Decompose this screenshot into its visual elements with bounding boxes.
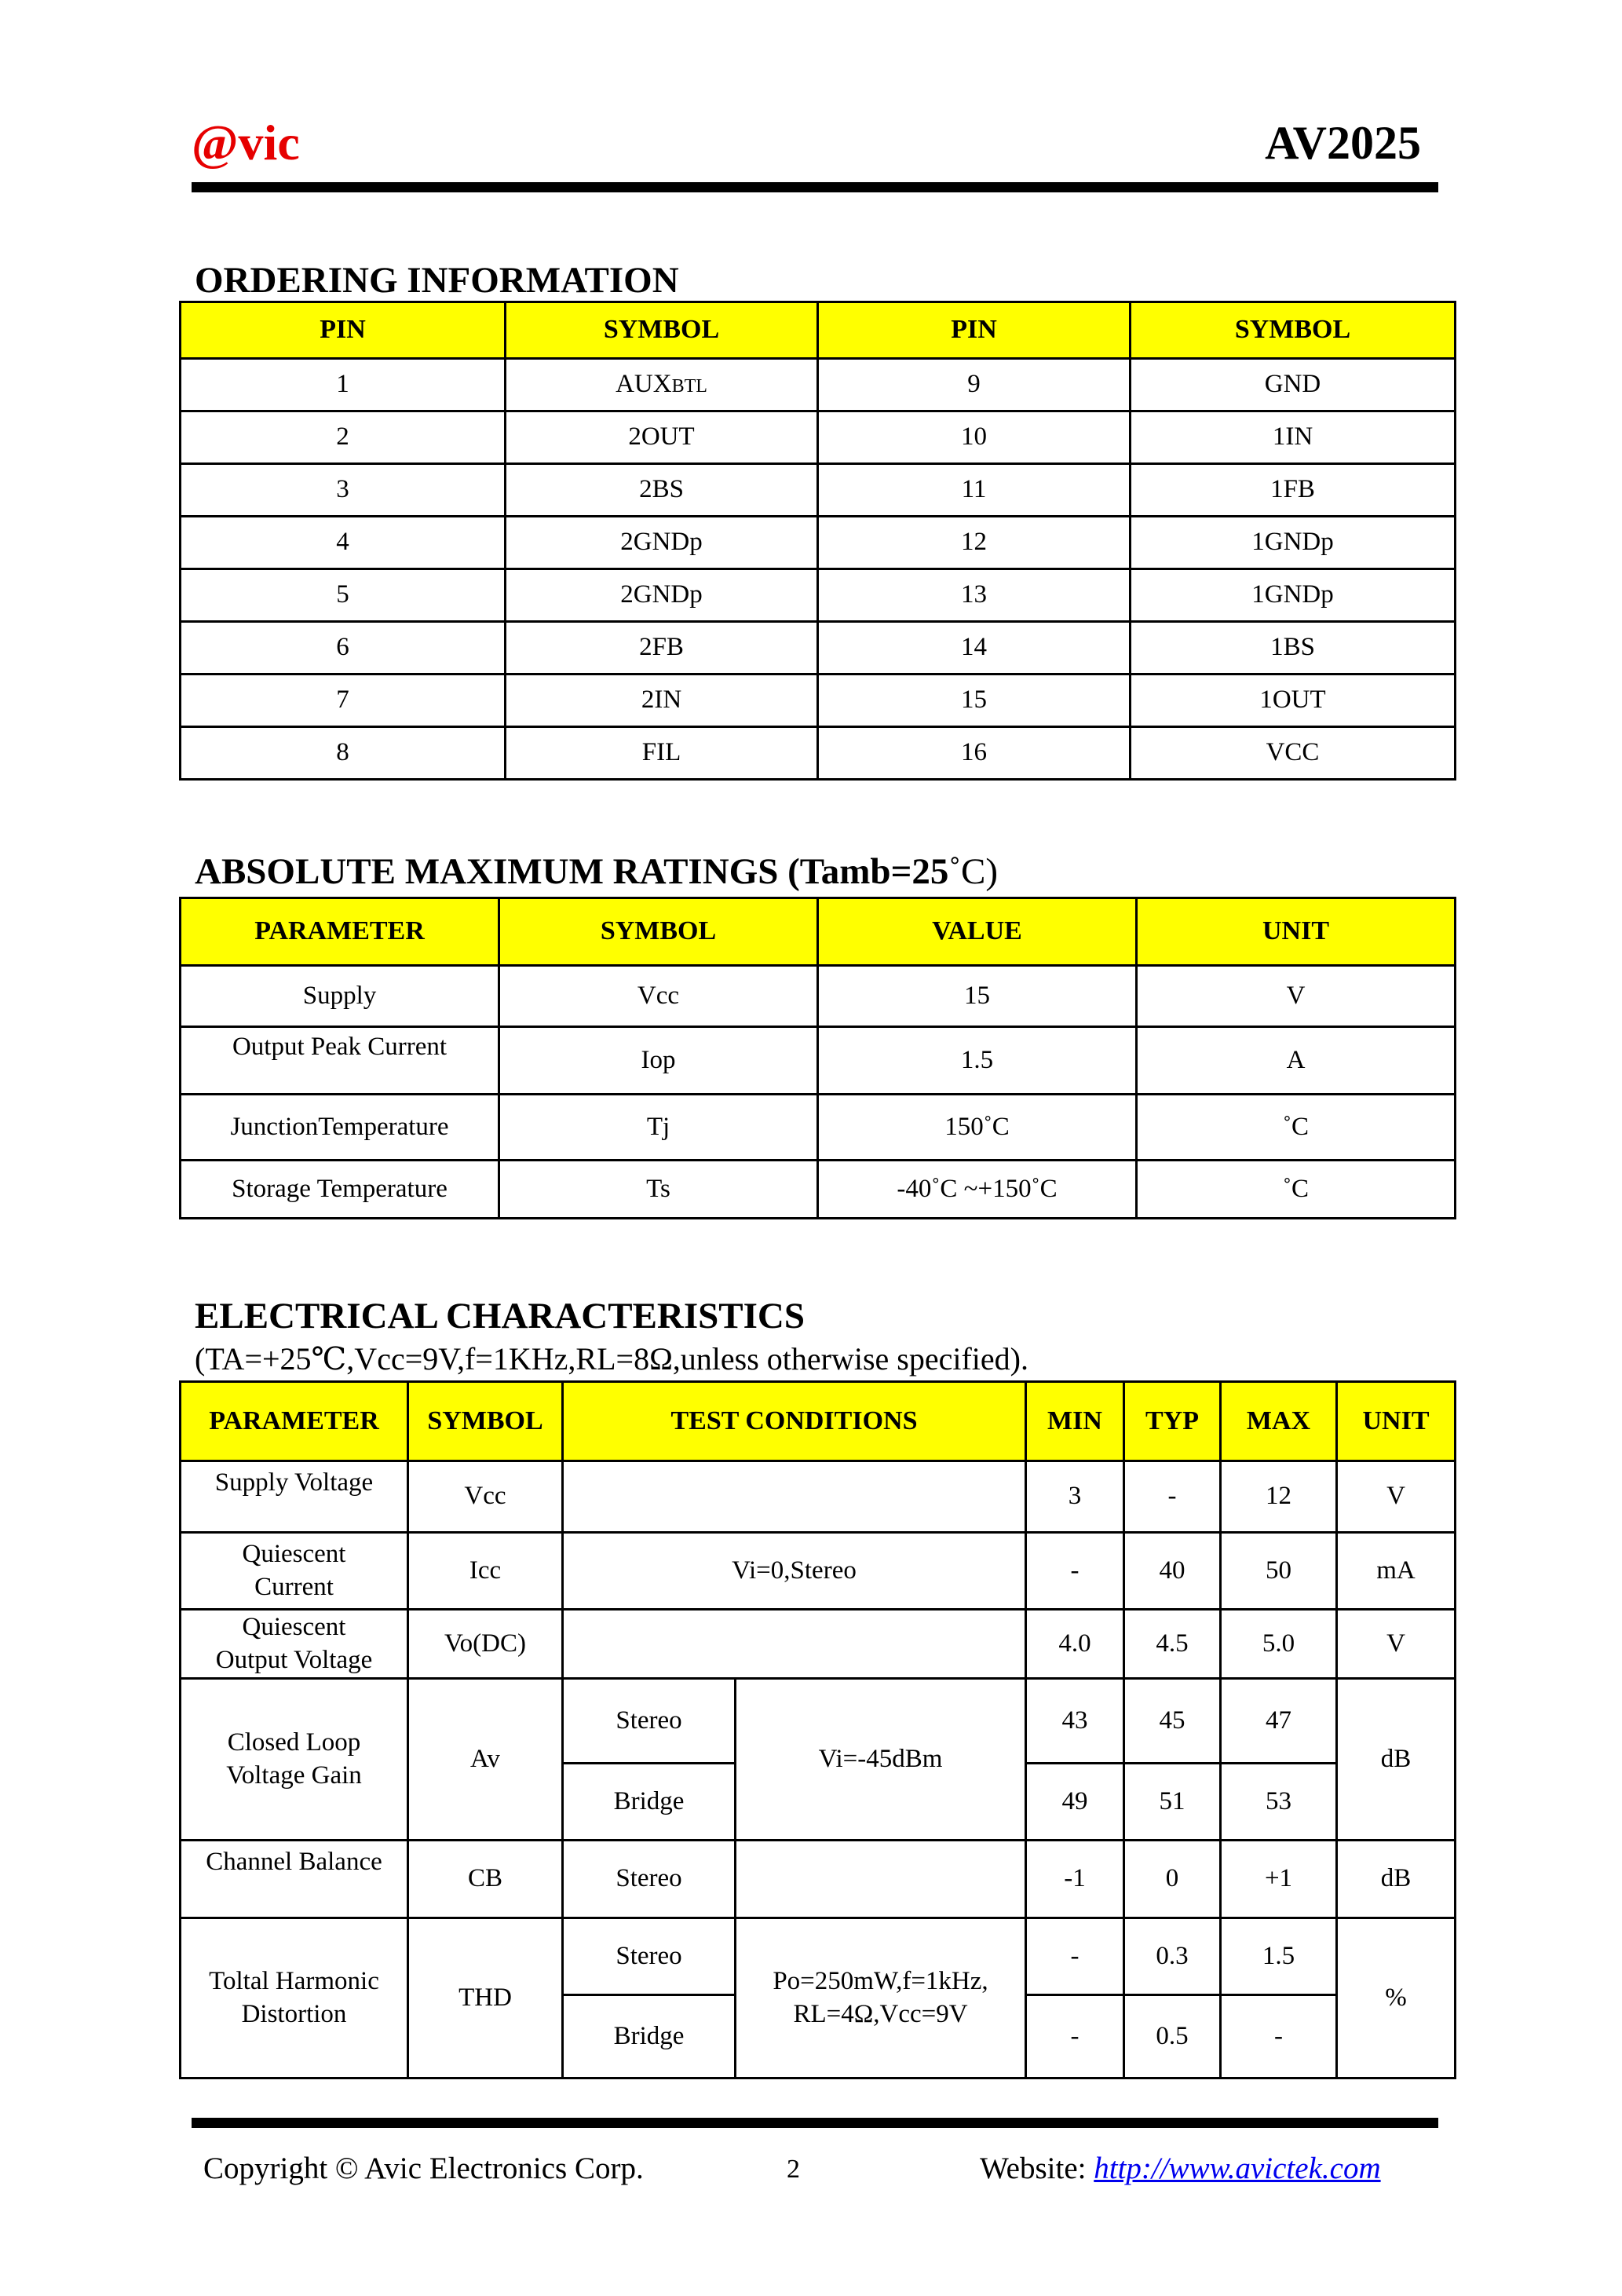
table-cell: dB xyxy=(1337,1679,1456,1841)
table-cell: Vcc xyxy=(499,966,818,1027)
table-cell: ˚C xyxy=(1137,1161,1456,1219)
param-line: Quiescent xyxy=(242,1613,346,1642)
table-cell: 1IN xyxy=(1131,411,1456,464)
table-cell: 40 xyxy=(1124,1533,1221,1610)
table-cell: 6 xyxy=(181,622,506,675)
table-row xyxy=(181,727,1456,780)
website-link[interactable]: http://www.avictek.com xyxy=(1094,2152,1381,2185)
table-cell xyxy=(563,1461,1026,1533)
table-row xyxy=(181,1095,1456,1161)
table-row xyxy=(181,569,1456,622)
table-row xyxy=(181,1533,1456,1610)
table-cell: 1FB xyxy=(1131,464,1456,517)
table-cell: 3 xyxy=(181,464,506,517)
abs-max-title-unit: ˚C) xyxy=(948,851,999,892)
param-line: Voltage Gain xyxy=(226,1760,362,1790)
table-cell: Supply Voltage xyxy=(181,1461,408,1533)
col-header-parameter: PARAMETER xyxy=(181,1382,408,1461)
table-cell: Vo(DC) xyxy=(408,1610,563,1679)
table-cell: 15 xyxy=(818,675,1131,727)
table-cell xyxy=(736,1841,1026,1918)
table-cell xyxy=(736,1918,1026,2078)
table-cell: Bridge xyxy=(563,1995,736,2078)
website xyxy=(980,2153,1381,2184)
param-line: Current xyxy=(254,1572,334,1601)
page-number: 2 xyxy=(787,2155,800,2184)
electrical-characteristics-title: ELECTRICAL CHARACTERISTICS xyxy=(195,1296,806,1336)
table-cell: 12 xyxy=(1221,1461,1337,1533)
col-header-min: MIN xyxy=(1026,1382,1124,1461)
table-cell: 10 xyxy=(818,411,1131,464)
condition-line: Po=250mW,f=1kHz, xyxy=(773,1967,988,1996)
table-cell: 1GNDp xyxy=(1131,569,1456,622)
table-cell: V xyxy=(1337,1461,1456,1533)
table-cell: 53 xyxy=(1221,1764,1337,1841)
table-cell: Vi=-45dBm xyxy=(736,1679,1026,1841)
table-cell: 5.0 xyxy=(1221,1610,1337,1679)
table-cell: dB xyxy=(1337,1841,1456,1918)
table-cell: V xyxy=(1337,1610,1456,1679)
param-line: Distortion xyxy=(241,1999,347,2028)
param-line: Quiescent xyxy=(242,1540,346,1569)
table-cell: mA xyxy=(1337,1533,1456,1610)
col-header-symbol: SYMBOL xyxy=(499,898,818,966)
table-row xyxy=(181,1161,1456,1219)
table-cell: ˚C xyxy=(1137,1095,1456,1161)
table-cell: Ts xyxy=(499,1161,818,1219)
table-cell: V xyxy=(1137,966,1456,1027)
table-row xyxy=(181,1841,1456,1918)
table-cell: 4 xyxy=(181,517,506,569)
table-cell: 1BS xyxy=(1131,622,1456,675)
company-logo: @vic xyxy=(192,115,300,170)
electrical-characteristics-subtitle: (TA=+25℃,Vcc=9V,f=1KHz,RL=8Ω,unless otherwise specified). xyxy=(195,1341,1028,1377)
table-cell: 1.5 xyxy=(818,1027,1137,1095)
table-cell: - xyxy=(1124,1461,1221,1533)
table-cell: 45 xyxy=(1124,1679,1221,1764)
col-header-typ: TYP xyxy=(1124,1382,1221,1461)
table-row xyxy=(181,675,1456,727)
table-cell: - xyxy=(1026,1533,1124,1610)
table-cell: GND xyxy=(1131,359,1456,411)
col-header-symbol: SYMBOL xyxy=(506,302,818,359)
table-cell: 1.5 xyxy=(1221,1918,1337,1995)
table-row xyxy=(181,966,1456,1027)
col-header-value: VALUE xyxy=(818,898,1137,966)
table-cell: 16 xyxy=(818,727,1131,780)
table-header-row xyxy=(181,1382,1456,1461)
table-cell: 4.0 xyxy=(1026,1610,1124,1679)
table-cell: % xyxy=(1337,1918,1456,2078)
col-header-parameter: PARAMETER xyxy=(181,898,499,966)
table-cell: 2OUT xyxy=(506,411,818,464)
website-label: Website: xyxy=(980,2152,1094,2185)
table-cell: 0 xyxy=(1124,1841,1221,1918)
table-cell xyxy=(181,1533,408,1610)
table-cell: +1 xyxy=(1221,1841,1337,1918)
footer-rule xyxy=(192,2118,1438,2128)
table-row xyxy=(181,1610,1456,1679)
col-header-test-conditions: TEST CONDITIONS xyxy=(563,1382,1026,1461)
table-cell: 1GNDp xyxy=(1131,517,1456,569)
col-header-symbol: SYMBOL xyxy=(1131,302,1456,359)
table-cell: Icc xyxy=(408,1533,563,1610)
table-cell: 2BS xyxy=(506,464,818,517)
table-cell: 50 xyxy=(1221,1533,1337,1610)
ordering-info-table xyxy=(179,301,1456,781)
table-cell: 3 xyxy=(1026,1461,1124,1533)
table-cell: Av xyxy=(408,1679,563,1841)
table-cell xyxy=(563,1610,1026,1679)
table-cell: 49 xyxy=(1026,1764,1124,1841)
document-id: AV2025 xyxy=(1265,117,1421,169)
table-cell: 11 xyxy=(818,464,1131,517)
table-row xyxy=(181,411,1456,464)
table-row xyxy=(181,359,1456,411)
table-cell: 51 xyxy=(1124,1764,1221,1841)
table-cell: 1OUT xyxy=(1131,675,1456,727)
table-cell: Storage Temperature xyxy=(181,1161,499,1219)
table-cell: Stereo xyxy=(563,1679,736,1764)
table-cell: 0.5 xyxy=(1124,1995,1221,2078)
table-cell: FIL xyxy=(506,727,818,780)
table-cell: A xyxy=(1137,1027,1456,1095)
param-line: Output Voltage xyxy=(215,1645,373,1674)
table-row xyxy=(181,517,1456,569)
table-cell: 150˚C xyxy=(818,1095,1137,1161)
table-cell: Bridge xyxy=(563,1764,736,1841)
param-line: Closed Loop xyxy=(227,1728,361,1757)
table-cell: VCC xyxy=(1131,727,1456,780)
table-row xyxy=(181,464,1456,517)
table-row xyxy=(181,622,1456,675)
table-cell: 4.5 xyxy=(1124,1610,1221,1679)
ordering-info-title: ORDERING INFORMATION xyxy=(195,260,679,301)
table-cell: Vcc xyxy=(408,1461,563,1533)
col-header-unit: UNIT xyxy=(1137,898,1456,966)
table-cell: 5 xyxy=(181,569,506,622)
table-cell: 15 xyxy=(818,966,1137,1027)
header-rule xyxy=(192,182,1438,192)
table-cell xyxy=(181,1610,408,1679)
table-cell xyxy=(181,1679,408,1841)
param-line: Toltal Harmonic xyxy=(209,1967,379,1996)
table-cell: 2 xyxy=(181,411,506,464)
table-cell: 47 xyxy=(1221,1679,1337,1764)
electrical-characteristics-table xyxy=(179,1380,1456,2079)
abs-max-title-text: ABSOLUTE MAXIMUM RATINGS (Tamb=25 xyxy=(195,851,949,892)
table-cell: 7 xyxy=(181,675,506,727)
table-cell: 2FB xyxy=(506,622,818,675)
copyright-text: Copyright © Avic Electronics Corp. xyxy=(203,2152,644,2185)
table-cell: -40˚C ~+150˚C xyxy=(818,1161,1137,1219)
condition-line: RL=4Ω,Vcc=9V xyxy=(793,1999,968,2028)
symbol-subscript: BTL xyxy=(671,376,707,397)
table-cell: 2GNDp xyxy=(506,517,818,569)
table-cell: 9 xyxy=(818,359,1131,411)
table-cell: 0.3 xyxy=(1124,1918,1221,1995)
table-cell xyxy=(181,1918,408,2078)
table-row xyxy=(181,1918,1456,1995)
table-cell: Channel Balance xyxy=(181,1841,408,1918)
col-header-pin: PIN xyxy=(181,302,506,359)
table-cell: 1 xyxy=(181,359,506,411)
table-cell: 8 xyxy=(181,727,506,780)
table-cell: 2IN xyxy=(506,675,818,727)
table-cell: 43 xyxy=(1026,1679,1124,1764)
table-cell: Tj xyxy=(499,1095,818,1161)
table-cell: - xyxy=(1026,1995,1124,2078)
table-cell: 12 xyxy=(818,517,1131,569)
table-cell: Output Peak Current xyxy=(181,1027,499,1095)
table-cell: -1 xyxy=(1026,1841,1124,1918)
table-cell: THD xyxy=(408,1918,563,2078)
col-header-unit: UNIT xyxy=(1337,1382,1456,1461)
table-row xyxy=(181,1461,1456,1533)
table-cell: Iop xyxy=(499,1027,818,1095)
table-cell: - xyxy=(1221,1995,1337,2078)
table-cell: CB xyxy=(408,1841,563,1918)
table-row xyxy=(181,1027,1456,1095)
col-header-pin: PIN xyxy=(818,302,1131,359)
table-cell: Stereo xyxy=(563,1918,736,1995)
table-cell: Stereo xyxy=(563,1841,736,1918)
table-cell: JunctionTemperature xyxy=(181,1095,499,1161)
table-row xyxy=(181,1679,1456,1764)
col-header-max: MAX xyxy=(1221,1382,1337,1461)
table-cell xyxy=(506,359,818,411)
abs-max-ratings-title xyxy=(195,851,999,892)
table-header-row xyxy=(181,898,1456,966)
table-cell: 13 xyxy=(818,569,1131,622)
table-cell: 2GNDp xyxy=(506,569,818,622)
table-cell: - xyxy=(1026,1918,1124,1995)
symbol-main: AUX xyxy=(616,370,672,399)
table-header-row xyxy=(181,302,1456,359)
abs-max-ratings-table xyxy=(179,897,1456,1219)
table-cell: Supply xyxy=(181,966,499,1027)
col-header-symbol: SYMBOL xyxy=(408,1382,563,1461)
table-cell: 14 xyxy=(818,622,1131,675)
table-cell: Vi=0,Stereo xyxy=(563,1533,1026,1610)
